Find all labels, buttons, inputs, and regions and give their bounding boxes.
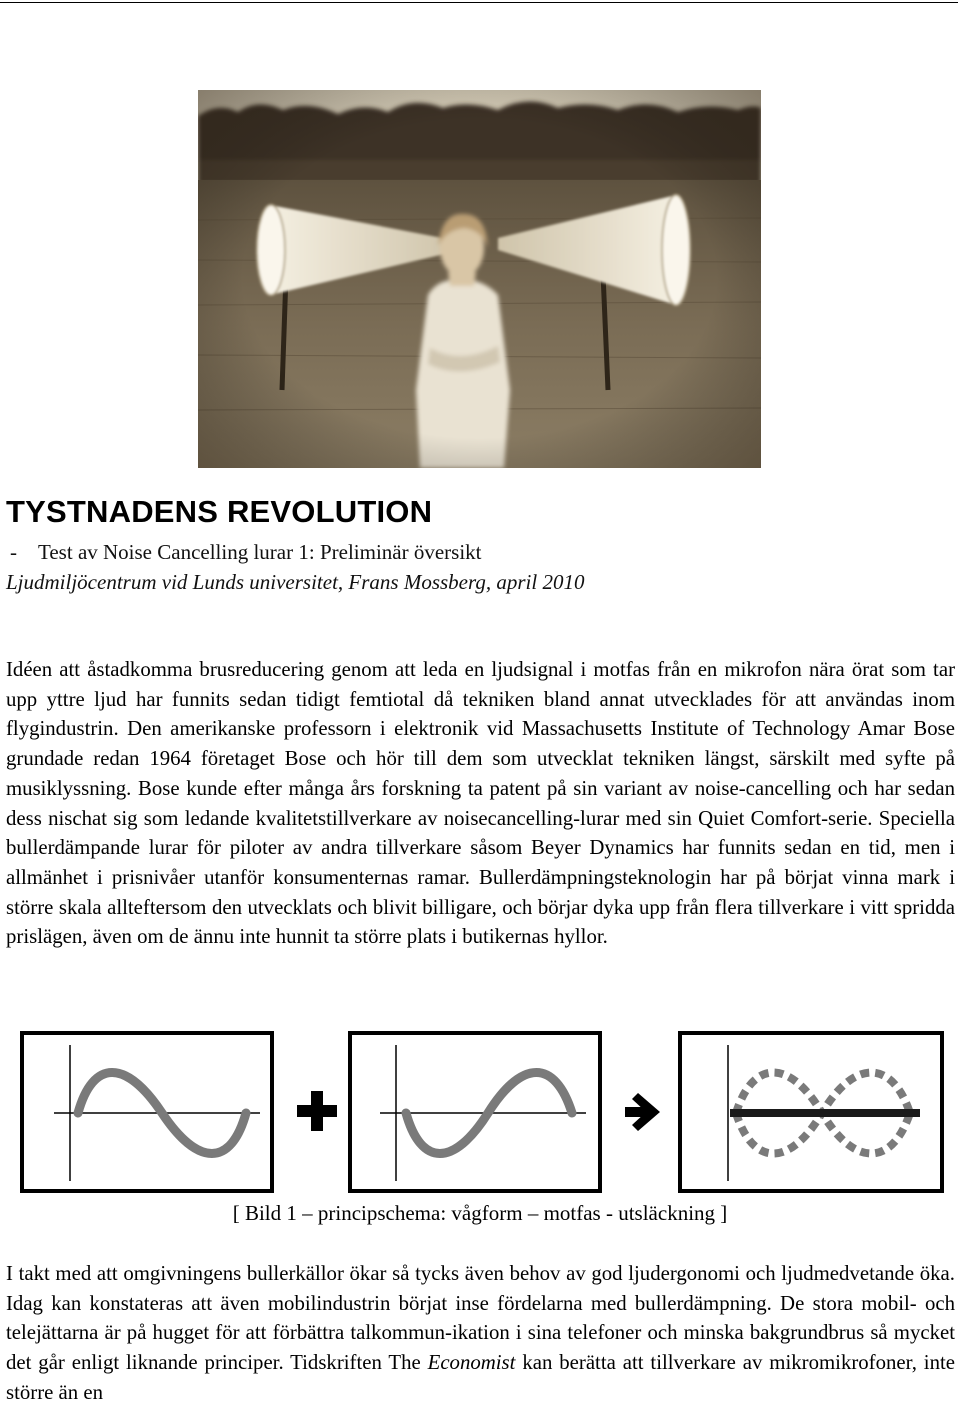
economist-title: Economist (427, 1351, 516, 1375)
byline: Ljudmiljöcentrum vid Lunds universitet, Frans Mossberg, april 2010 (6, 570, 585, 594)
waveform-diagram (20, 1031, 945, 1196)
subtitle-dash: - (10, 540, 17, 564)
panel-inverted-waveform (350, 1033, 600, 1191)
plus-sign (297, 1091, 337, 1131)
figure-caption: [ Bild 1 – principschema: vågform – motfas - utsläckning ] (232, 1201, 728, 1225)
panel-waveform (22, 1033, 272, 1191)
panel-cancellation (680, 1033, 942, 1191)
paragraph-2-continuation: kan berätta att tillverkare av mikromikrofoner, inte större än en (6, 1351, 955, 1404)
sepia-photo-woman-with-horns (198, 90, 761, 468)
top-rule (0, 2, 958, 3)
page-title: TYSTNADENS REVOLUTION (6, 494, 433, 529)
body-paragraph-2 (6, 1259, 955, 1408)
paragraph-2-text: I takt med att omgivningens bullerkällor ökar så tycks även behov av god ljudergonomi och ljudmedvetande öka. Idag kan konstateras att även mobilindustrin börjat inse fördelarna med bullerdämpning. De stora mobil- och telejättarna är på hugget för att förbättra talkommun-ikation i sina telefoner och minska bakgrundbrus så mycket det går enligt liknande principer. Tidskriften The (6, 1262, 955, 1375)
body-paragraph-1: Idéen att åstadkomma brusreducering genom att leda en ljudsignal i motfas från en mikrofon nära örat som tar upp yttre ljud har funnits sedan tidigt femtiotal då tekniken bland annat utvecklades för att användas inom flygindustrin. Den amerikanske professorn i elektronik vid Massachusetts Institute of Technology Amar Bose grundade redan 1964 företaget Bose och hör till dem som utvecklat tekniken längst, särskilt med syfte på musiklyssning. Bose kunde efter många års forskning ta patent på sin variant av noise-cancelling och har sedan dess nischat sig som ledande kvalitetstillverkare av noisecancelling-lurar med sin Quiet Comfort-serie. Speciella bullerdämpande lurar för piloter av andra tillverkare såsom Beyer Dynamics har funnits sedan en tid, men i allmänhet i prisnivåer utanför konsumenternas ramar. Bullerdämpningsteknologin har på börjat vinna mark i större skala allteftersom den utvecklats och blivit billigare, och börjar dyka upp från flera tillverkare i vitt spridda prislägen, även om de ännu inte hunnit ta större plats i butikernas hyllor. (6, 658, 955, 949)
subtitle-text: Test av Noise Cancelling lurar 1: Preliminär översikt (38, 540, 482, 564)
subtitle (10, 540, 482, 565)
arrow-icon (625, 1093, 660, 1131)
